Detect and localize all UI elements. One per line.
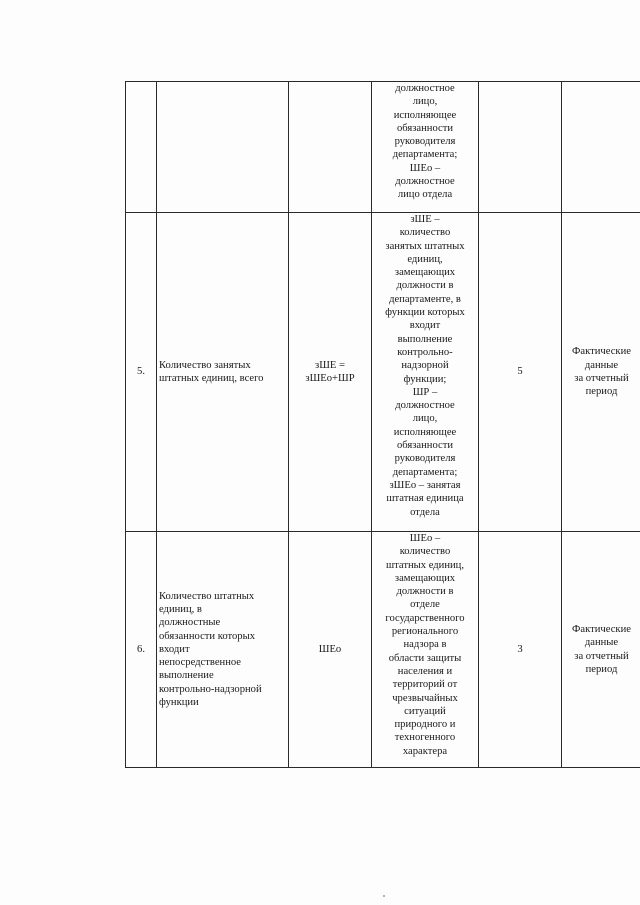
cell-number: 5. — [126, 213, 157, 532]
cell-description — [372, 213, 479, 532]
indicators-table — [125, 81, 640, 768]
cell-formula: зШЕ = зШЕо+ШР — [289, 213, 372, 532]
cell-value: 5 — [479, 213, 562, 532]
description-text: ШЕо – количество штатных единиц, замещающих должности в отделе государственного регионального надзора в области защиты населения и территорий от чрезвычайных ситуаций природного и техногенного характера — [385, 533, 465, 757]
cell-formula: ШЕо — [289, 532, 372, 768]
cell-source — [562, 82, 640, 213]
table-row-6 — [126, 532, 640, 768]
cell-description — [372, 82, 479, 213]
cell-value — [479, 82, 562, 213]
scan-speck — [383, 895, 385, 897]
cell-number — [126, 82, 157, 213]
cell-indicator-name: Количество занятых штатных единиц, всего — [157, 213, 289, 532]
cell-source: Фактические данные за отчетный период — [562, 213, 640, 532]
cell-indicator-name — [157, 82, 289, 213]
cell-value: 3 — [479, 532, 562, 768]
cell-source: Фактические данные за отчетный период — [562, 532, 640, 768]
cell-formula — [289, 82, 372, 213]
cell-description — [372, 532, 479, 768]
table-row-5 — [126, 213, 640, 532]
table-row-continuation — [126, 82, 640, 213]
description-text: должностное лицо, исполняющее обязанности руководителя департамента; ШЕо – должностное лицо отдела — [392, 83, 458, 201]
description-text: зШЕ – количество занятых штатных единиц, замещающих должности в департаменте, в функции которых входит выполнение контрольно- надзорной функции; ШР – должностное лицо, исполняющее обязанности руководителя департамента; зШЕо – занятая штатная единица отдела — [385, 214, 465, 518]
cell-number: 6. — [126, 532, 157, 768]
cell-indicator-name: Количество штатных единиц, в должностные обязанности которых входит непосредственное выполнение контрольно-надзорной функции — [157, 532, 289, 768]
